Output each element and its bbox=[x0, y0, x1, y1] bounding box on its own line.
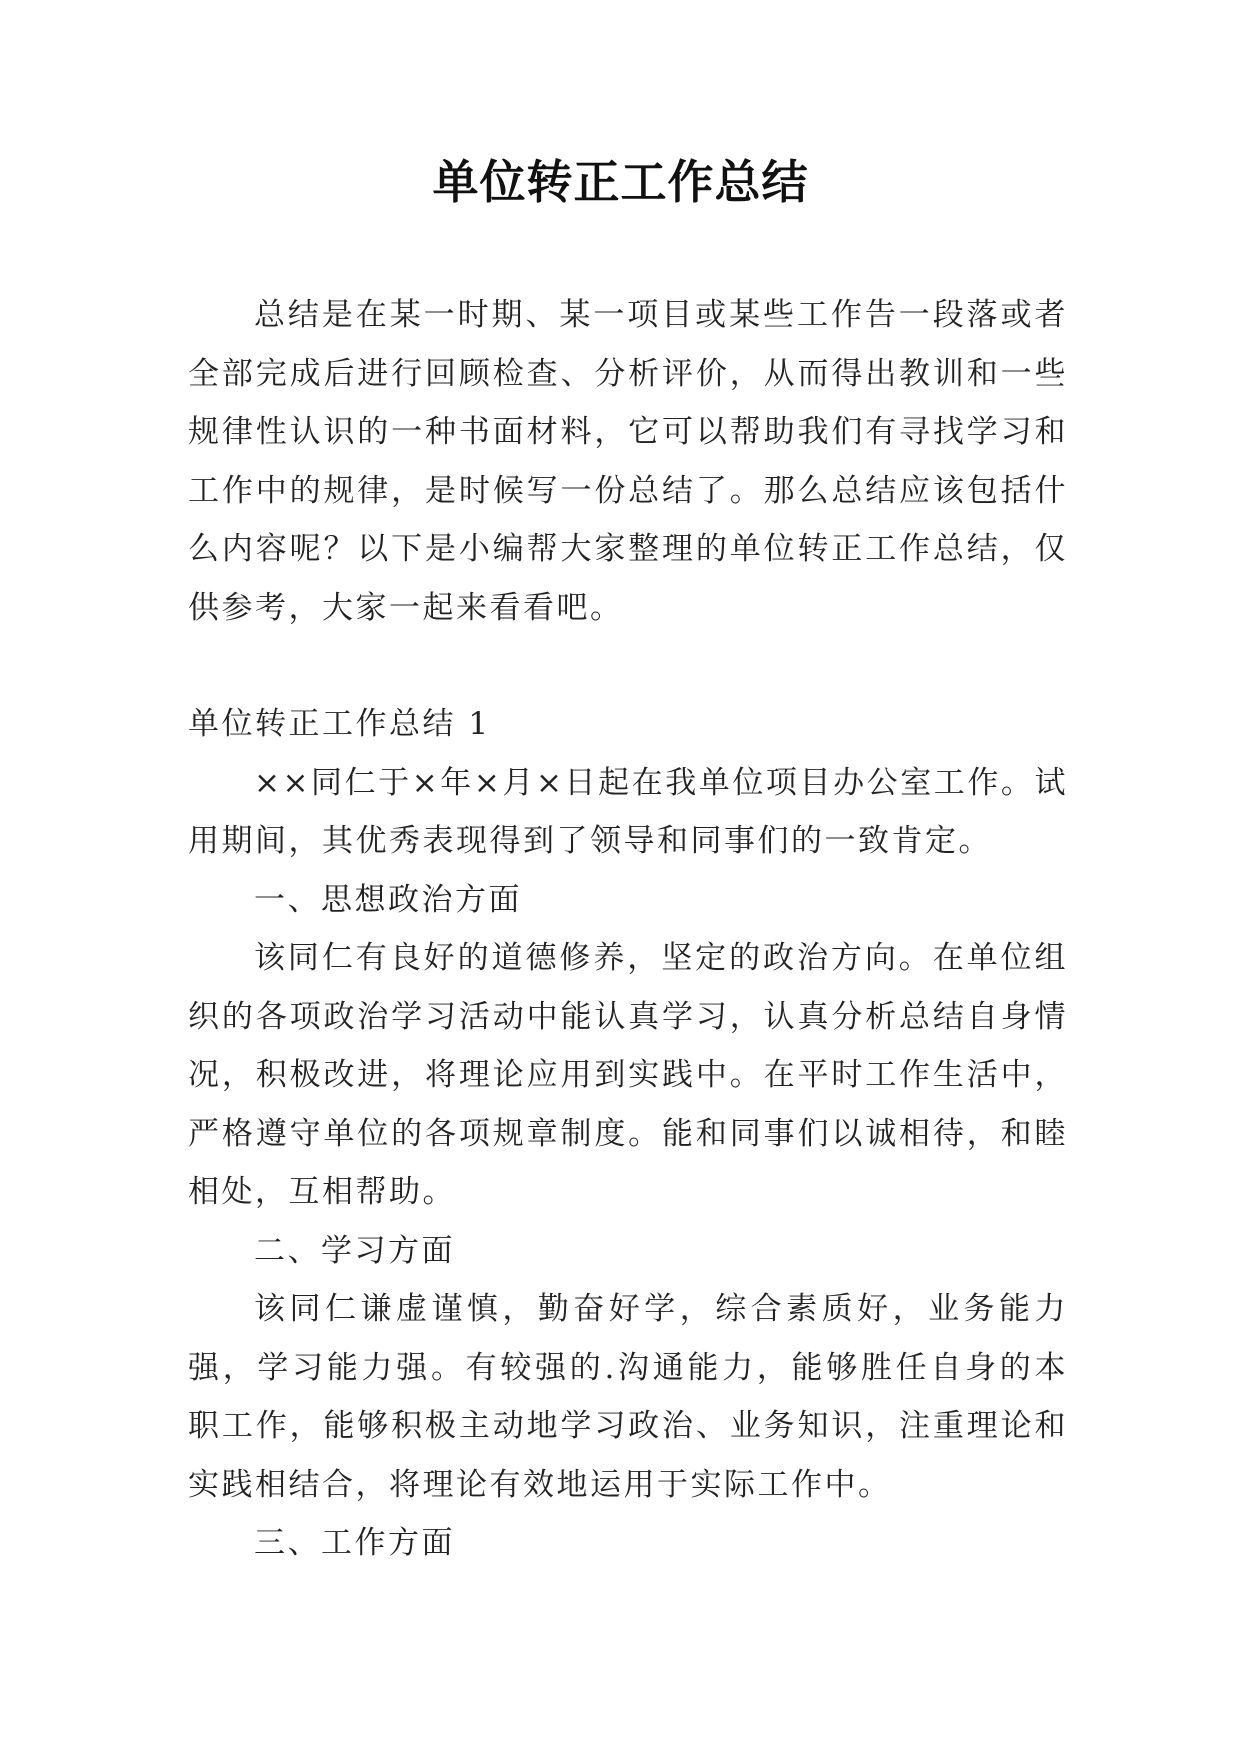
document-body bbox=[188, 286, 1068, 1573]
section-heading: 单位转正工作总结 1 bbox=[188, 706, 491, 742]
document-title: 单位转正工作总结 bbox=[432, 155, 809, 209]
body-paragraph: 该同仁有良好的道德修养，坚定的政治方向。在单位组织的各项政治学习活动中能认真学习，认真分析总结自身情况，积极改进，将理论应用到实践中。在平时工作生活中，严格遵守单位的各项规章制度。能和同事们以诚相待，和睦相处，互相帮助。 bbox=[188, 940, 1068, 1210]
section-spacer bbox=[188, 637, 1068, 695]
subheading-study: 二、学习方面 bbox=[254, 1232, 455, 1269]
subheading-ideology: 一、思想政治方面 bbox=[254, 881, 522, 918]
subheading-work: 三、工作方面 bbox=[254, 1525, 455, 1561]
body-paragraph: ××同仁于×年×月×日起在我单位项目办公室工作。试用期间，其优秀表现得到了领导和同事们的一致肯定。 bbox=[188, 764, 1068, 859]
body-paragraph: 该同仁谦虚谨慎，勤奋好学，综合素质好，业务能力强，学习能力强。有较强的.沟通能力，能够胜任自身的本职工作，能够积极主动地学习政治、业务知识，注重理论和实践相结合，将理论有效地运用于实际工作中。 bbox=[188, 1291, 1068, 1503]
intro-paragraph: 总结是在某一时期、某一项目或某些工作告一段落或者全部完成后进行回顾检查、分析评价，从而得出教训和一些规律性认识的一种书面材料，它可以帮助我们有寻找学习和工作中的规律，是时候写一份总结了。那么总结应该包括什么内容呢？以下是小编帮大家整理的单位转正工作总结，仅供参考，大家一起来看看吧。 bbox=[188, 297, 1068, 626]
